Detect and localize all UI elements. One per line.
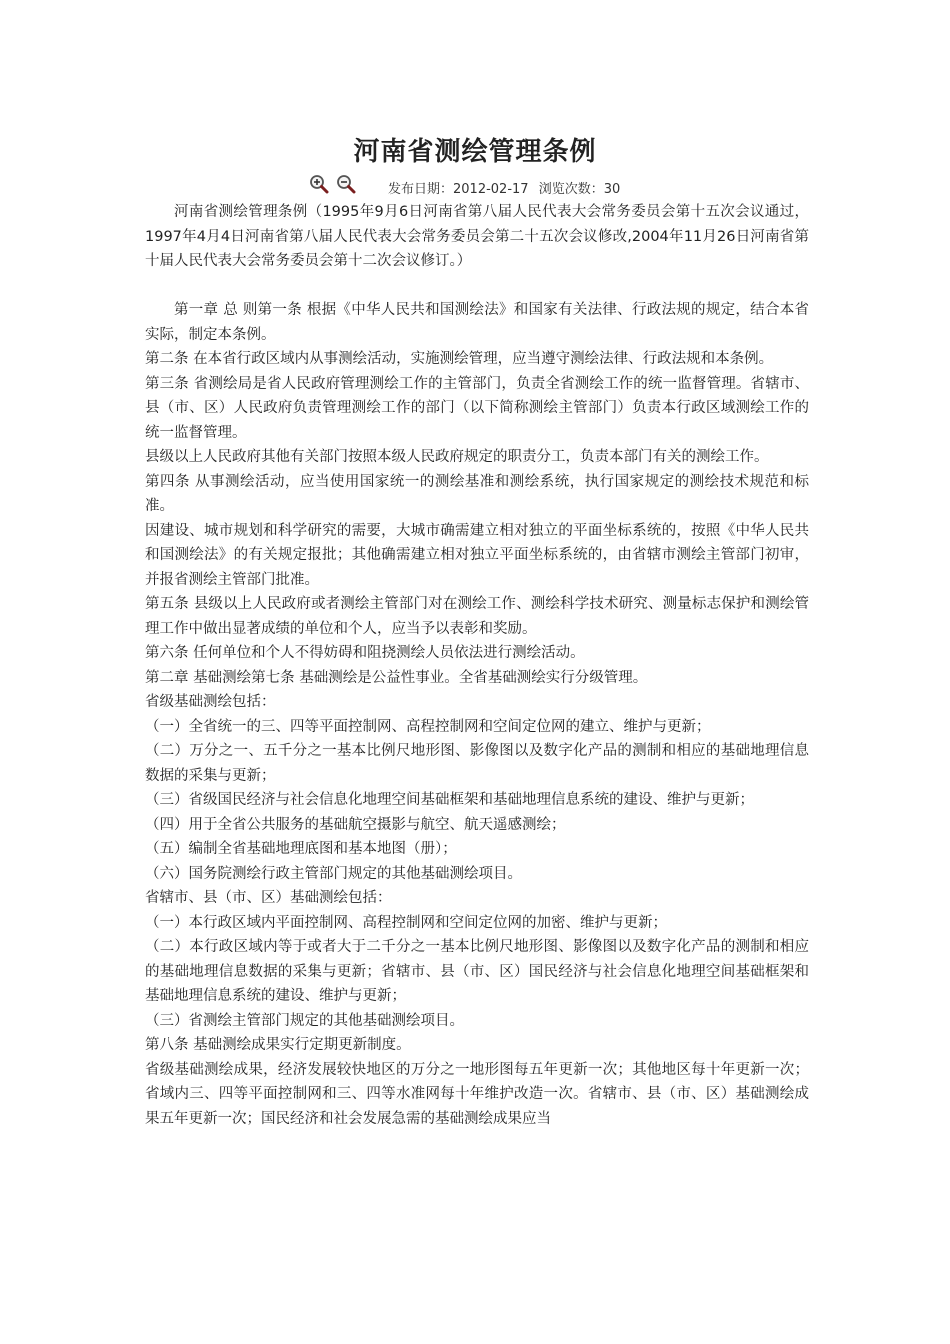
paragraph: 第一章 总 则第一条 根据《中华人民共和国测绘法》和国家有关法律、行政法规的规定，结合本省实际，制定本条例。 — [145, 302, 809, 343]
paragraph: （三）省级国民经济与社会信息化地理空间基础框架和基础地理信息系统的建设、维护与更新； — [145, 792, 754, 808]
paragraph: 第六条 任何单位和个人不得妨碍和阻挠测绘人员依法进行测绘活动。 — [145, 645, 585, 661]
intro-paragraph: 河南省测绘管理条例（1995年9月6日河南省第八届人民代表大会常务委员会第十五次会议通过，1997年4月4日河南省第八届人民代表大会常务委员会第二十五次会议修改,2004年11月26日河南省第十届人民代表大会常务委员会第十二次会议修订。） — [145, 204, 809, 269]
paragraph: （六）国务院测绘行政主管部门规定的其他基础测绘项目。 — [145, 865, 522, 882]
paragraph-gap — [145, 274, 809, 299]
paragraph: 第二条 在本省行政区域内从事测绘活动，实施测绘管理，应当遵守测绘法律、行政法规和本条例。 — [145, 351, 774, 367]
paragraph: 省级基础测绘包括： — [145, 694, 276, 710]
paragraph: 省辖市、县（市、区）基础测绘包括： — [145, 890, 392, 906]
paragraph: （三）省测绘主管部门规定的其他基础测绘项目。 — [145, 1012, 464, 1029]
meta-info — [388, 178, 626, 197]
meta-row — [0, 172, 950, 200]
publish-date: 发布日期：2012-02-17 — [388, 182, 529, 197]
zoom-out-icon[interactable] — [336, 174, 356, 194]
view-count: 浏览次数：30 — [538, 182, 621, 197]
paragraph: 省级基础测绘成果，经济发展较快地区的万分之一地形图每五年更新一次；其他地区每十年更新一次；省域内三、四等平面控制网和三、四等水准网每十年维护改造一次。省辖市、县（市、区）基础测绘成果五年更新一次；国民经济和社会发展急需的基础测绘成果应当 — [145, 1061, 809, 1127]
page-title: 河南省测绘管理条例 — [353, 137, 597, 167]
paragraph: 第八条 基础测绘成果实行定期更新制度。 — [145, 1037, 411, 1053]
paragraph: （五）编制全省基础地理底图和基本地图（册）； — [145, 841, 457, 857]
paragraph: （一）本行政区域内平面控制网、高程控制网和空间定位网的加密、维护与更新； — [145, 914, 667, 931]
paragraph: （二）本行政区域内等于或者大于二千分之一基本比例尺地形图、影像图以及数字化产品的测制和相应的基础地理信息数据的采集与更新；省辖市、县（市、区）国民经济与社会信息化地理空间基础框架和基础地理信息系统的建设、维护与更新； — [145, 939, 809, 1004]
paragraph: 第三条 省测绘局是省人民政府管理测绘工作的主管部门，负责全省测绘工作的统一监督管理。省辖市、县（市、区）人民政府负责管理测绘工作的部门（以下简称测绘主管部门）负责本行政区域测绘工作的统一监督管理。 — [145, 375, 809, 441]
zoom-in-icon[interactable] — [309, 174, 329, 194]
paragraph: （一）全省统一的三、四等平面控制网、高程控制网和空间定位网的建立、维护与更新； — [145, 718, 711, 735]
paragraph: 第四条 从事测绘活动，应当使用国家统一的测绘基准和测绘系统，执行国家规定的测绘技术规范和标准。 — [145, 473, 809, 514]
paragraph: 县级以上人民政府其他有关部门按照本级人民政府规定的职责分工，负责本部门有关的测绘工作。 — [145, 449, 769, 465]
paragraph: （四）用于全省公共服务的基础航空摄影与航空、航天遥感测绘； — [145, 816, 566, 833]
article-body — [145, 200, 809, 1131]
paragraph: 第二章 基础测绘第七条 基础测绘是公益性事业。全省基础测绘实行分级管理。 — [145, 669, 648, 686]
paragraph: （二）万分之一、五千分之一基本比例尺地形图、影像图以及数字化产品的测制和相应的基础地理信息数据的采集与更新； — [145, 743, 809, 784]
paragraph: 因建设、城市规划和科学研究的需要，大城市确需建立相对独立的平面坐标系统的，按照《中华人民共和国测绘法》的有关规定报批；其他确需建立相对独立平面坐标系统的，由省辖市测绘主管部门初审，并报省测绘主管部门批准。 — [145, 522, 809, 588]
paragraph: 第五条 县级以上人民政府或者测绘主管部门对在测绘工作、测绘科学技术研究、测量标志保护和测绘管理工作中做出显著成绩的单位和个人，应当予以表彰和奖励。 — [145, 596, 809, 637]
